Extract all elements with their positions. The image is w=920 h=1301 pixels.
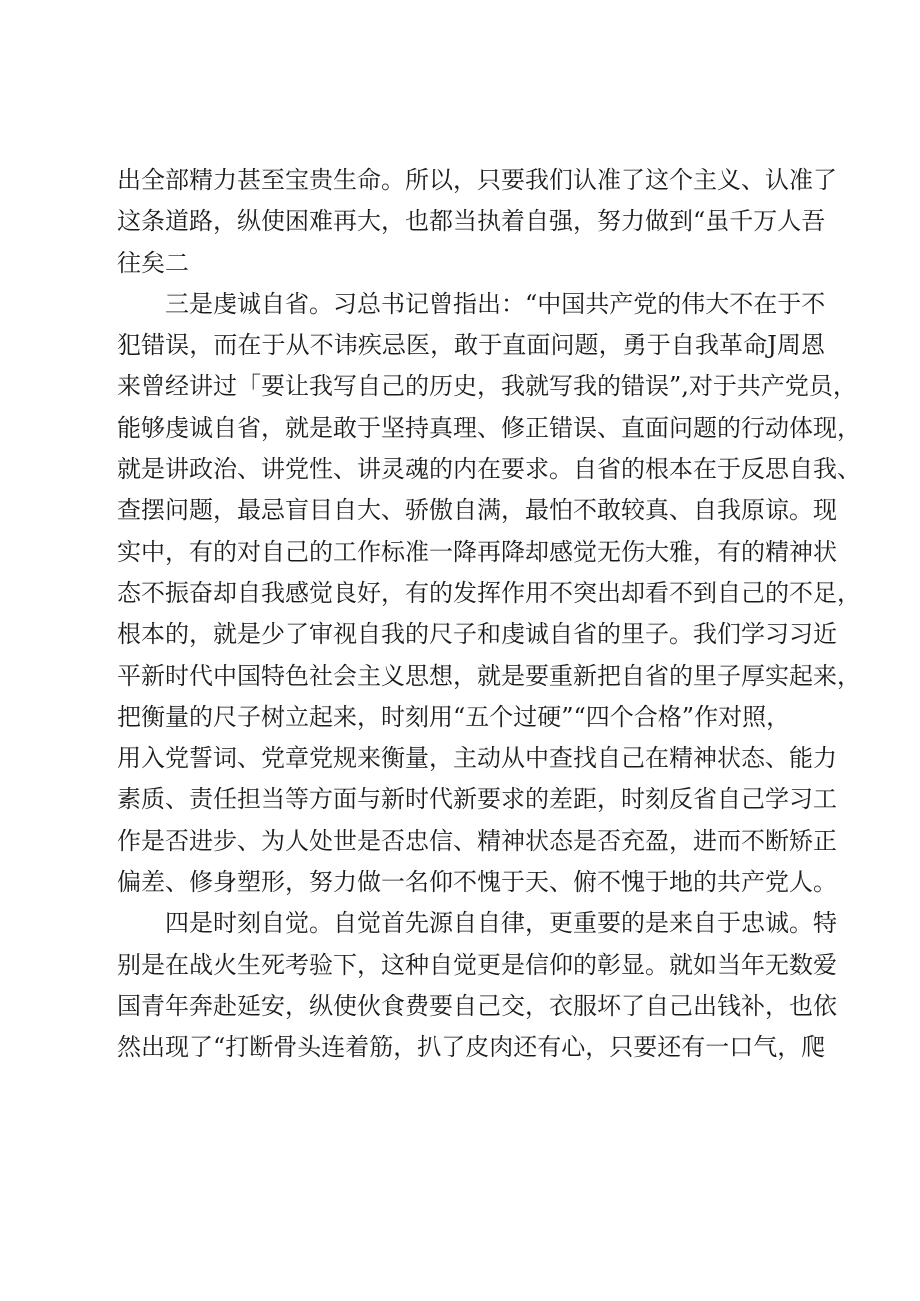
text-line: 然出现了“打断骨头连着筋，扒了皮肉还有心，只要还有一口气，爬 xyxy=(117,1033,826,1062)
text-line: 能够虔诚自省，就是敢于坚持真理、修正错误、直面问题的行动体现， xyxy=(117,413,861,442)
document-body-text xyxy=(117,160,861,1069)
text-line: 实中，有的对自己的工作标准一降再降却感觉无伤大雅，有的精神状 xyxy=(117,537,837,566)
text-line: 用入党誓词、党章党规来衡量，主动从中查找自己在精神状态、能力 xyxy=(117,744,837,773)
text-line: 平新时代中国特色社会主义思想，就是要重新把自省的里子厚实起来， xyxy=(117,661,861,690)
text-line: 来曾经讲过「要让我写自己的历史，我就写我的错误”,对于共产党员， xyxy=(117,372,857,401)
text-line: 就是讲政治、讲党性、讲灵魂的内在要求。自省的根本在于反思自我、 xyxy=(117,455,861,484)
text-line: 国青年奔赴延安，纵使伙食费要自己交，衣服坏了自己出钱补，也依 xyxy=(117,991,837,1020)
text-line: 根本的，就是少了审视自我的尺子和虔诚自省的里子。我们学习习近 xyxy=(117,620,837,649)
text-line: 三是虔诚自省。习总书记曾指出：“中国共产党的伟大不在于不 xyxy=(165,289,826,318)
text-line: 这条道路，纵使困难再大，也都当执着自强，努力做到“虽千万人吾 xyxy=(117,207,826,236)
text-line: 偏差、修身塑形，努力做一名仰不愧于天、俯不愧于地的共产党人。 xyxy=(117,868,837,897)
text-line: 查摆问题，最忌盲目自大、骄傲自满，最怕不敢较真、自我原谅。现 xyxy=(117,496,837,525)
text-line: 作是否进步、为人处世是否忠信、精神状态是否充盈，进而不断矫正 xyxy=(117,826,837,855)
text-line: 别是在战火生死考验下，这种自觉更是信仰的彰显。就如当年无数爱 xyxy=(117,950,837,979)
text-line: 四是时刻自觉。自觉首先源自自律，更重要的是来自于忠诚。特 xyxy=(165,909,837,938)
text-line: 往矣二 xyxy=(117,248,189,277)
text-line: 态不振奋却自我感觉良好，有的发挥作用不突出却看不到自己的不足， xyxy=(117,578,861,607)
text-line: 犯错误，而在于从不讳疾忌医，敢于直面问题，勇于自我革命J周恩 xyxy=(117,331,825,360)
text-line: 把衡量的尺子树立起来，时刻用“五个过硬”“四个合格”作对照， xyxy=(117,702,791,731)
text-line: 素质、责任担当等方面与新时代新要求的差距，时刻反省自己学习工 xyxy=(117,785,837,814)
text-line: 出全部精力甚至宝贵生命。所以，只要我们认准了这个主义、认准了 xyxy=(117,166,837,194)
